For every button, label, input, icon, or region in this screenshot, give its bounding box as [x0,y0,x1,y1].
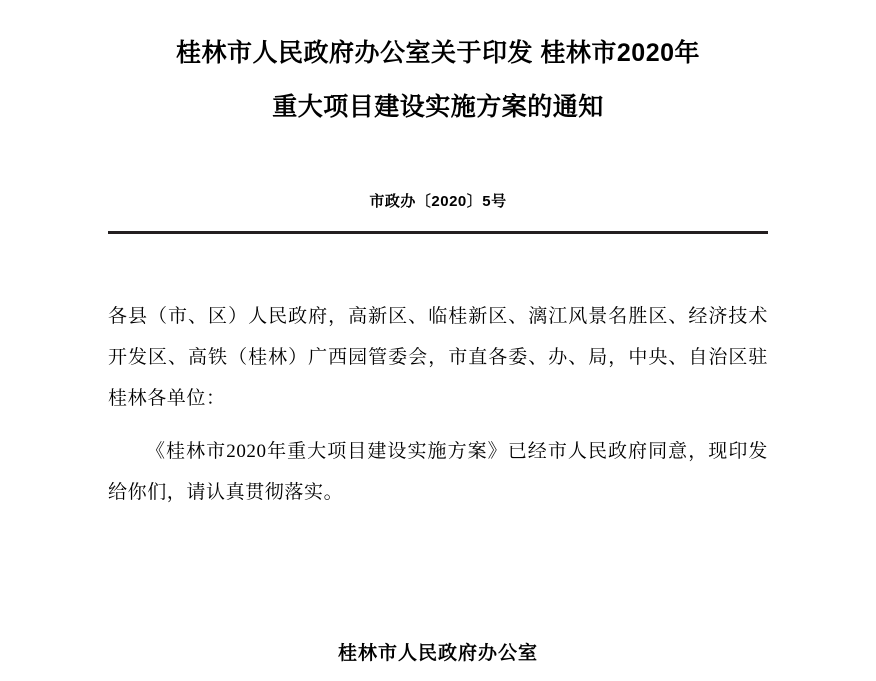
notice-paragraph: 《桂林市2020年重大项目建设实施方案》已经市人民政府同意，现印发给你们，请认真贯彻落实。 [108,441,768,503]
document-body [108,234,768,513]
page-title [108,0,768,134]
title-line-1: 桂林市人民政府办公室关于印发 桂林市2020年 [175,39,701,67]
recipient-paragraph: 各县（市、区）人民政府，高新区、临桂新区、漓江风景名胜区、经济技术开发区、高铁（桂林）广西园管委会，市直各委、办、局，中央、自治区驻桂林各单位： [108,306,768,409]
title-line-2: 重大项目建设实施方案的通知 [272,93,604,121]
issuer-signature: 桂林市人民政府办公室 [337,643,538,664]
document-number: 市政办〔2020〕5号 [369,193,507,210]
